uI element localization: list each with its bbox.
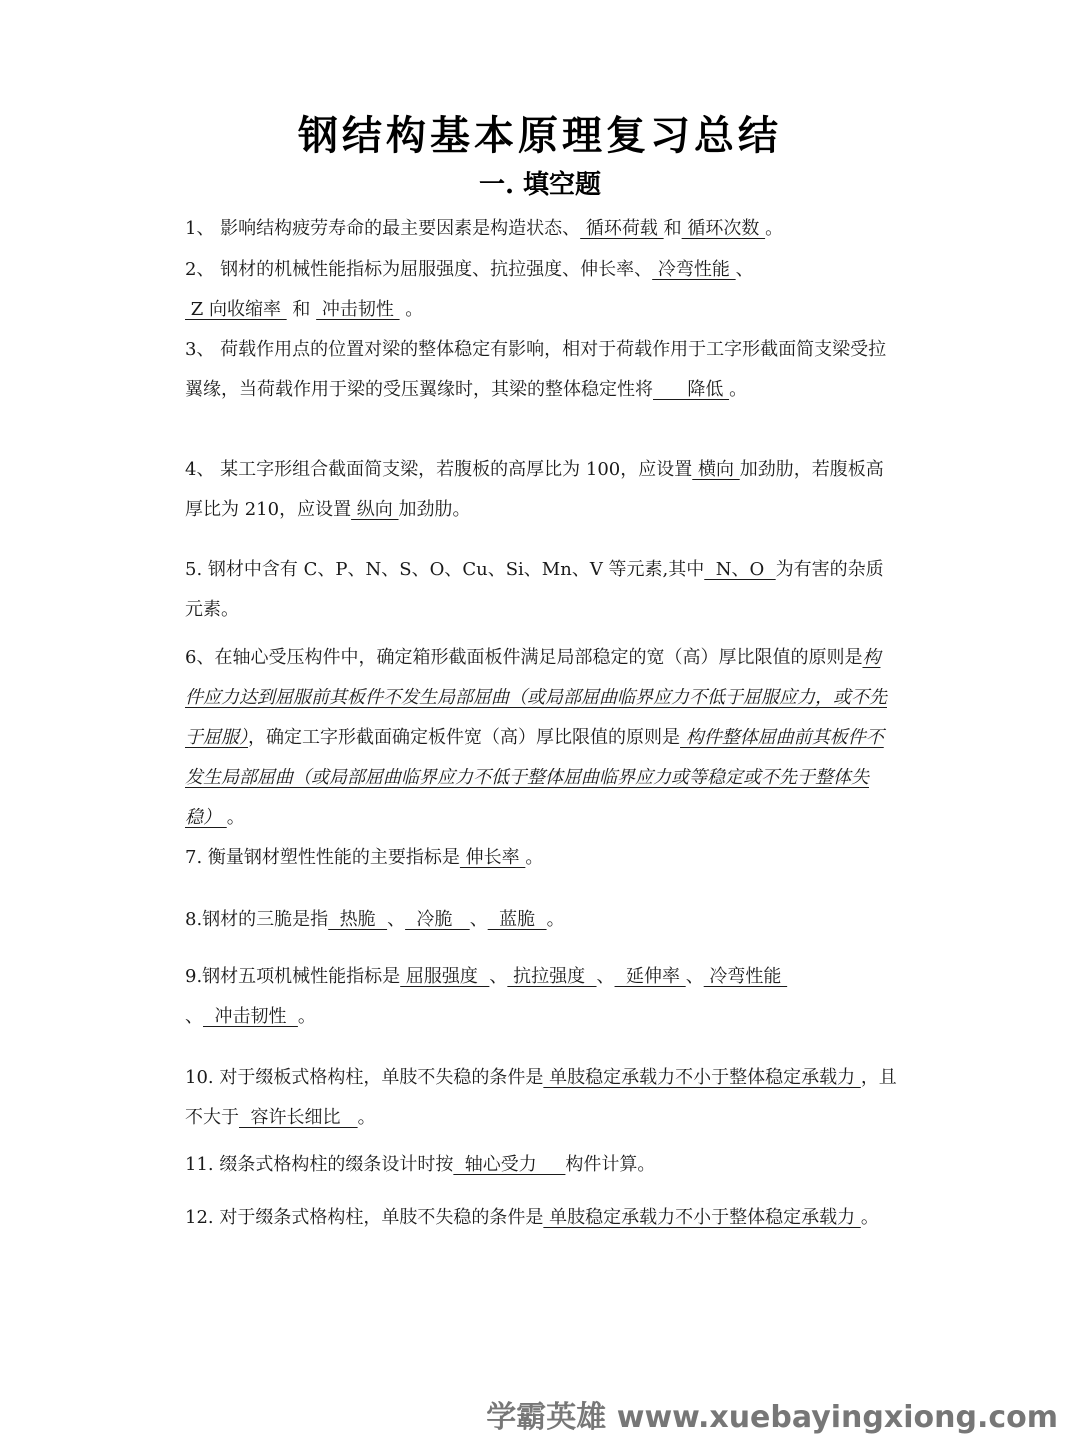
answer-blank: 容许长细比 — [239, 1107, 358, 1128]
question-3: 3、 荷载作用点的位置对梁的整体稳定有影响，相对于荷载作用于工字形截面简支梁受拉翼缘，当荷载作用于梁的受压翼缘时，其梁的整体稳定性将 降低 。 — [185, 339, 887, 400]
question-11: 11. 缀条式格构柱的缀条设计时按 轴心受力 构件计算。 — [185, 1154, 656, 1175]
answer-blank: 构件整体屈曲前其板件不发生局部屈曲（或局部屈曲临界应力不低于整体屈曲临界应力或等稳定或不先于整体失稳） — [185, 727, 884, 828]
question-8: 8.钢材的三脆是指 热脆 、 冷脆 、 蓝脆 。 — [185, 909, 565, 930]
section-heading: 一. 填空题 — [478, 170, 602, 200]
answer-blank: Z 向收缩率 — [185, 299, 287, 320]
watermark-footer: 学霸英雄 www.xuebayingxiong.com — [486, 1400, 1058, 1435]
answer-blank: 冷弯性能 — [703, 966, 788, 987]
answer-blank: 冲击韧性 — [203, 1006, 298, 1027]
answer-blank: 热脆 — [328, 909, 388, 930]
answer-blank: 冷弯性能 — [652, 259, 736, 280]
question-2: 2、 钢材的机械性能指标为屈服强度、抗拉强度、伸长率、 冷弯性能 、 Z 向收缩率 和 冲击韧性 。 — [185, 259, 754, 320]
answer-blank: 伸长率 — [459, 847, 526, 868]
answer-blank: 屈服强度 — [400, 966, 490, 987]
answer-blank: 降低 — [653, 379, 730, 400]
answer-blank: 循环荷载 — [580, 218, 664, 239]
answer-blank: 构件应力达到屈服前其板件不发生局部屈曲（或局部屈曲临界应力不低于屈服应力，或不先于屈服） — [185, 647, 887, 748]
answer-blank: 延伸率 — [614, 966, 686, 987]
page-title: 钢结构基本原理复习总结 — [298, 112, 782, 159]
question-5: 5. 钢材中含有 C、P、N、S、O、Cu、Si、Mn、V 等元素,其中 N、O 为有害的杂质元素。 — [185, 559, 884, 620]
question-4: 4、 某工字形组合截面简支梁，若腹板的高厚比为 100，应设置 横向 加劲肋，若腹板高厚比为 210，应设置 纵向 加劲肋。 — [185, 459, 884, 520]
answer-blank: 轴心受力 — [453, 1154, 566, 1175]
answer-blank: 冲击韧性 — [316, 299, 400, 320]
question-6: 6、在轴心受压构件中，确定箱形截面板件满足局部稳定的宽（高）厚比限值的原则是构件应力达到屈服前其板件不发生局部屈曲（或局部屈曲临界应力不低于屈服应力，或不先于屈服），确定工字形截面确定板件宽（高）厚比限值的原则是 构件整体屈曲前其板件不发生局部屈曲（或局部屈曲临界应力不低于整体屈曲临界应力或等稳定或不先于整体失稳） 。 — [185, 647, 887, 828]
question-10: 10. 对于缀板式格构柱，单肢不失稳的条件是 单肢稳定承载力不小于整体稳定承载力 ，且不大于 容许长细比 。 — [185, 1067, 897, 1128]
answer-blank: 单肢稳定承载力不小于整体稳定承载力 — [543, 1207, 861, 1228]
question-9: 9.钢材五项机械性能指标是 屈服强度 、 抗拉强度 、 延伸率 、 冷弯性能 、 冲击韧性 。 — [185, 966, 788, 1027]
answer-blank: 单肢稳定承载力不小于整体稳定承载力 — [543, 1067, 861, 1088]
answer-blank: 纵向 — [351, 499, 399, 520]
answer-blank: 循环次数 — [681, 218, 766, 239]
answer-blank: 蓝脆 — [487, 909, 547, 930]
answer-blank: 横向 — [692, 459, 740, 480]
question-7: 7. 衡量钢材塑性性能的主要指标是 伸长率 。 — [185, 847, 544, 868]
question-12: 12. 对于缀条式格构柱，单肢不失稳的条件是 单肢稳定承载力不小于整体稳定承载力 。 — [185, 1207, 879, 1228]
answer-blank: N、O — [704, 559, 776, 580]
question-1: 1、 影响结构疲劳寿命的最主要因素是构造状态、 循环荷载 和 循环次数 。 — [185, 218, 784, 239]
answer-blank: 冷脆 — [405, 909, 470, 930]
answer-blank: 抗拉强度 — [507, 966, 597, 987]
